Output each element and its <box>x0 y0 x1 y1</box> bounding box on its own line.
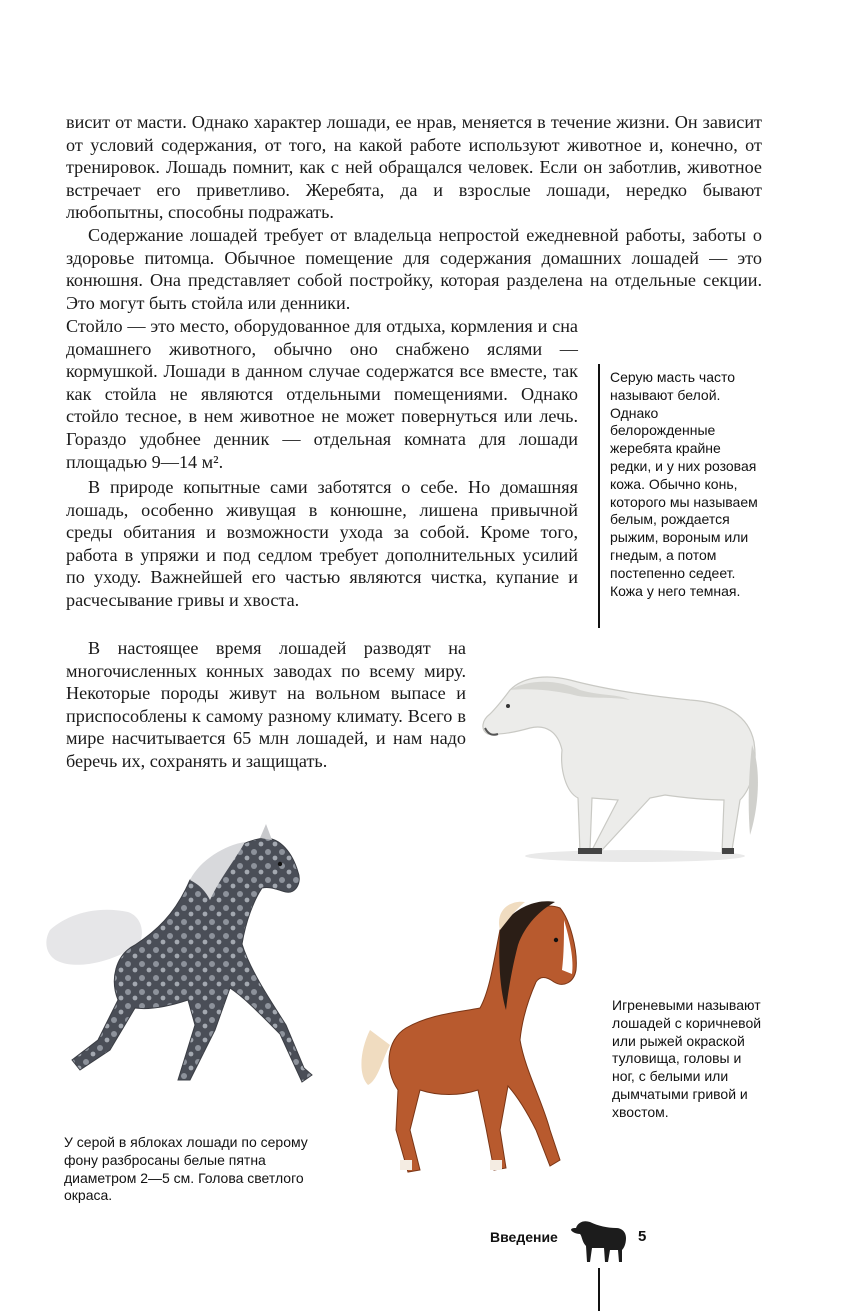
paragraph-4: В природе копытные сами заботятся о себе. Но домашняя лошадь, особенно живущая в конюшне, лишена привычной среды обитания и возможности ухода за собой. Кроме того, работа в упряжи и под седлом требует дополнительных усилий по уходу. Важнейшей его частью являются чистка, купание и расчесывание гривы и хвоста. <box>66 477 578 610</box>
paragraph-5: В настоящее время лошадей разводят на многочисленных конных заводах по всему миру. Некоторые породы живут на вольном выпасе и приспособлены к самому разному климату. Всего в мире насчитывается 65 млн лошадей, и нам надо беречь их, сохранять и защищать. <box>66 638 466 771</box>
footer-section-label: Введение <box>490 1229 558 1245</box>
dapple-grey-horse-image <box>40 820 340 1110</box>
paragraph-2: Содержание лошадей требует от владельца непростой ежедневной работы, заботы о здоровье питомца. Обычное помещение для содержания домашних лошадей — это конюшня. Она представляет собой постройку, которая разделена на отдельные секции. Это могут быть стойла или денники. <box>66 225 762 313</box>
white-horse-image <box>470 650 770 870</box>
paragraph-3: Стойло — это место, оборудованное для отдыха, кормления и сна домашнего животного, обычно оно снабжено яслями — кормушкой. Лошади в данном случае содержатся все вместе, так как стойла не являются отдельными помещениями. Однако стойло тесное, в нем животное не может повернуться или лечь. Гораздо удобнее денник — отдельная комната для лошади площадью 9—14 м². <box>66 316 578 472</box>
paragraph-1: висит от масти. Однако характер лошади, ее нрав, меняется в течение жизни. Он зависит от условий содержания, от того, на какой работе используют животное и, конечно, от тренировок. Лошадь помнит, как с ней обращался человек. Если он заботлив, животное встречает его приветливо. Жеребята, да и взрослые лошади, нередко бывают любопытны, способны подражать. <box>66 112 762 223</box>
caption-rule-grey <box>598 364 600 628</box>
footer-horse-icon <box>568 1214 630 1264</box>
page-number: 5 <box>638 1228 647 1245</box>
footer-rule <box>598 1268 600 1311</box>
chestnut-horse-image <box>350 890 590 1190</box>
caption-grey-horse: Серую масть часто называют белой. Однако белорожденные жеребята крайне редки, и у них розовая кожа. Обычно конь, которого мы называем белым, рождается рыжим, вороным или гнедым, а потом постепенно седеет. Кожа у него темная. <box>610 369 758 599</box>
caption-dapple-horse: У серой в яблоках лошади по серому фону разбросаны белые пятна диаметром 2—5 см. Голова светлого окраса. <box>64 1134 308 1204</box>
caption-chestnut-horse: Игреневыми называют лошадей с коричневой или рыжей окраской туловища, головы и ног, с белыми или дымчатыми гривой и хвостом. <box>612 997 762 1120</box>
